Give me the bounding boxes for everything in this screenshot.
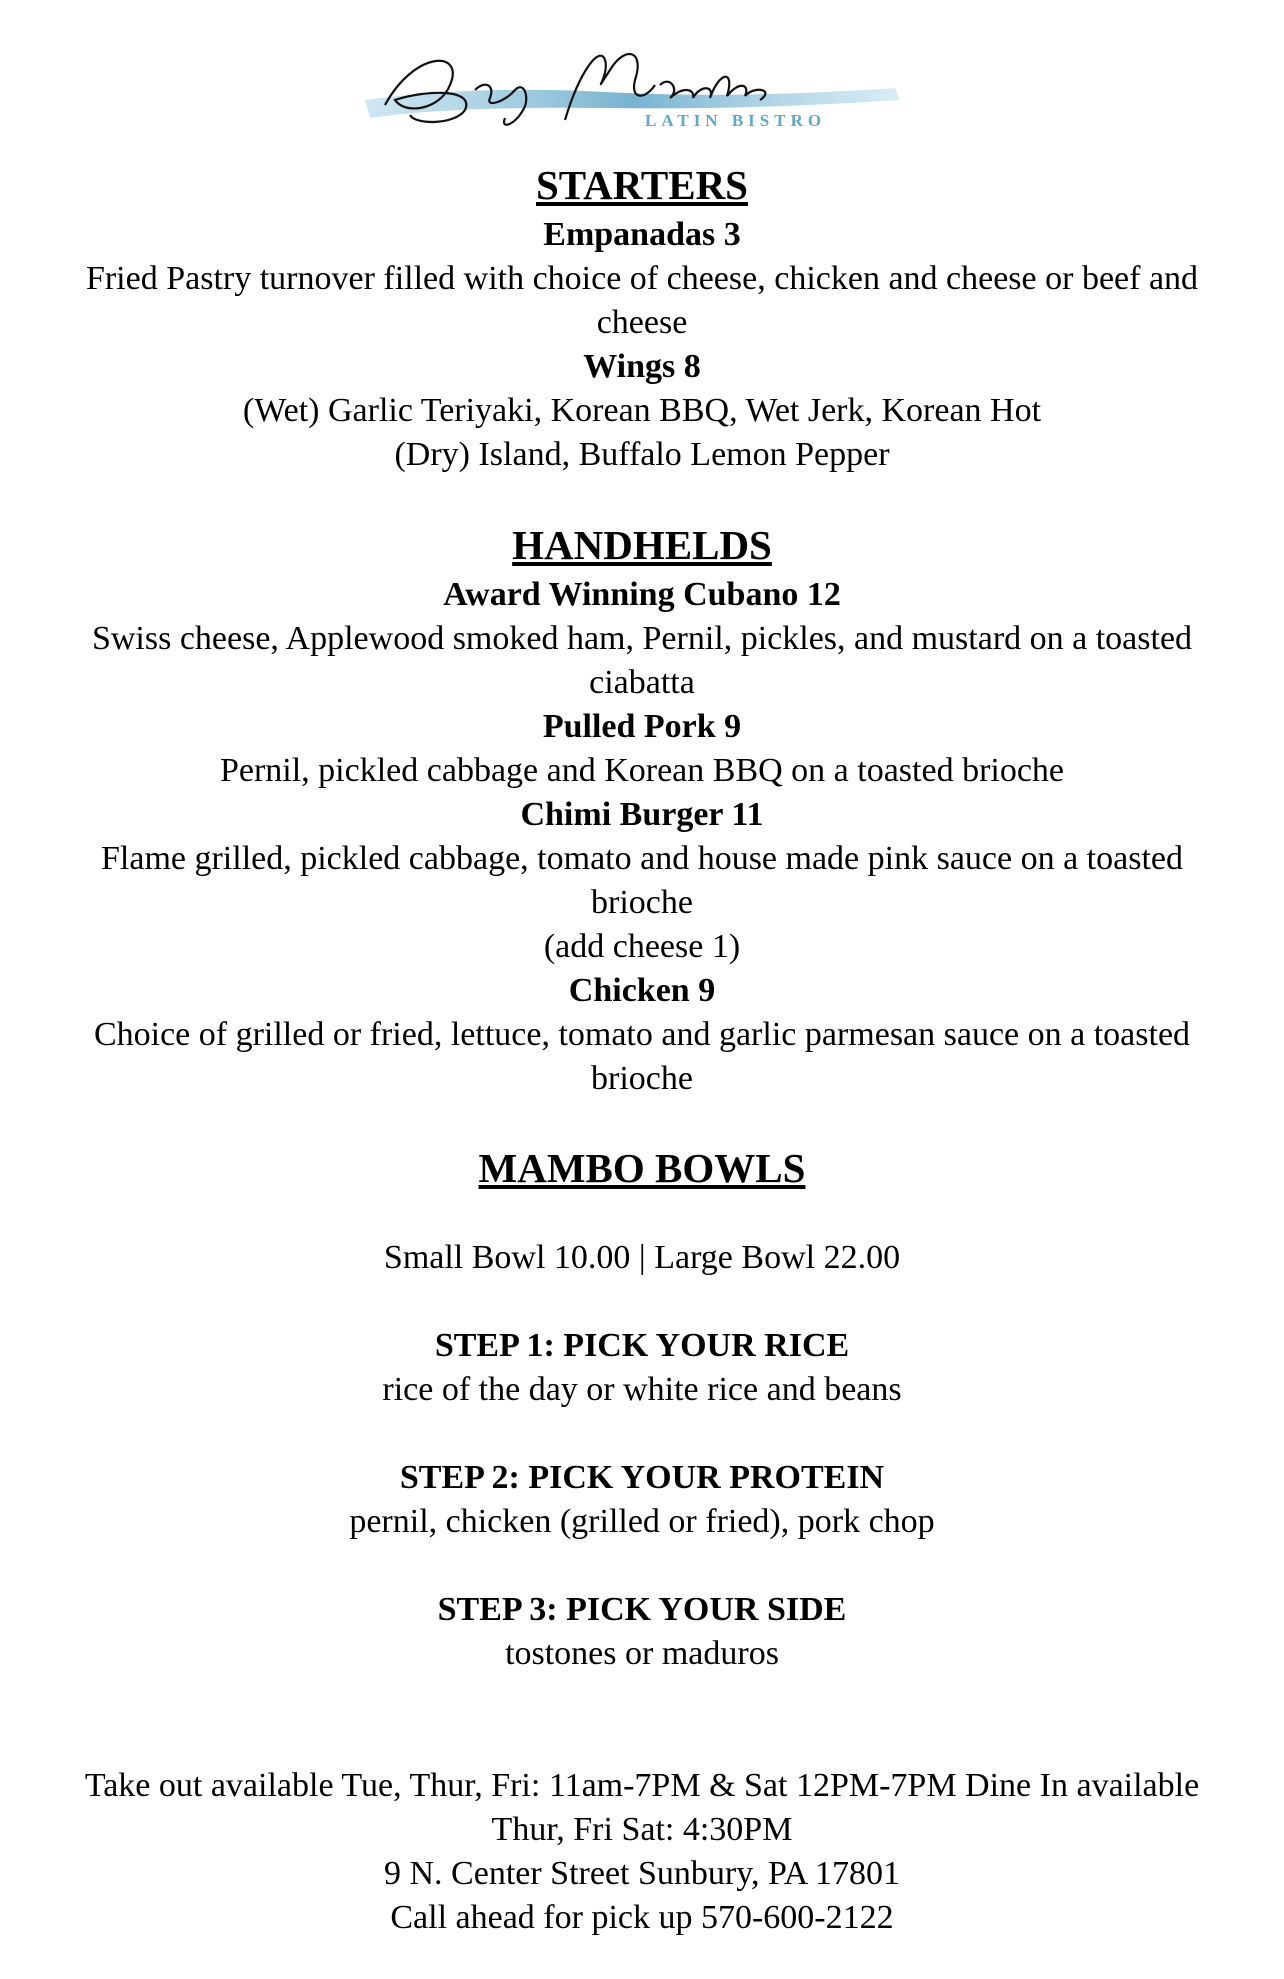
item-desc-cubano-line-1: Swiss cheese, Applewood smoked ham, Pernil, pickles, and mustard on a toasted <box>91 620 1193 657</box>
footer-hours-line-2: Thur, Fri Sat: 4:30PM <box>491 1811 793 1848</box>
step-1-text: rice of the day or white rice and beans <box>382 1371 902 1408</box>
item-desc-chimi-burger-line-2: brioche <box>591 884 693 921</box>
item-desc-empanadas-line-1: Fried Pastry turnover filled with choice of cheese, chicken and cheese or beef and <box>85 260 1199 297</box>
item-title-wings: Wings 8 <box>583 348 701 385</box>
item-desc-chimi-burger-line-3: (add cheese 1) <box>543 928 741 965</box>
step-2-text: pernil, chicken (grilled or fried), pork chop <box>349 1503 935 1540</box>
step-3-text: tostones or maduros <box>505 1635 779 1672</box>
handhelds-heading: HANDHELDS <box>512 522 772 568</box>
bowl-pricing: Small Bowl 10.00 | Large Bowl 22.00 <box>383 1239 901 1276</box>
item-title-pulled-pork: Pulled Pork 9 <box>542 708 742 745</box>
item-desc-wings-line-1: (Wet) Garlic Teriyaki, Korean BBQ, Wet Jerk, Korean Hot <box>242 392 1042 429</box>
item-title-cubano: Award Winning Cubano 12 <box>443 576 841 613</box>
mambo-bowls-heading: MAMBO BOWLS <box>478 1145 806 1191</box>
footer-phone: Call ahead for pick up 570-600-2122 <box>390 1899 894 1936</box>
footer-address: 9 N. Center Street Sunbury, PA 17801 <box>384 1855 900 1892</box>
step-3-title: STEP 3: PICK YOUR SIDE <box>437 1591 847 1628</box>
item-title-chimi-burger: Chimi Burger 11 <box>520 796 764 833</box>
item-title-empanadas: Empanadas 3 <box>543 216 741 253</box>
item-desc-empanadas-line-2: cheese <box>596 304 688 341</box>
big-mambos-logo <box>355 30 915 145</box>
step-2-title: STEP 2: PICK YOUR PROTEIN <box>399 1459 885 1496</box>
item-desc-chimi-burger-line-1: Flame grilled, pickled cabbage, tomato and house made pink sauce on a toasted <box>101 840 1183 877</box>
starters-heading: STARTERS <box>536 162 748 208</box>
item-desc-pulled-pork-line-1: Pernil, pickled cabbage and Korean BBQ on a toasted brioche <box>219 752 1065 789</box>
item-desc-cubano-line-2: ciabatta <box>589 664 695 701</box>
item-title-chicken: Chicken 9 <box>568 972 716 1009</box>
step-1-title: STEP 1: PICK YOUR RICE <box>434 1327 850 1364</box>
item-desc-chicken-line-2: brioche <box>591 1060 693 1097</box>
item-desc-chicken-line-1: Choice of grilled or fried, lettuce, tomato and garlic parmesan sauce on a toasted <box>93 1016 1191 1053</box>
item-desc-wings-line-2: (Dry) Island, Buffalo Lemon Pepper <box>394 436 890 473</box>
svg-text:LATIN BISTRO: LATIN BISTRO <box>645 111 827 130</box>
logo-graphic <box>355 30 915 145</box>
footer-hours-line-1: Take out available Tue, Thur, Fri: 11am-7PM & Sat 12PM-7PM Dine In available <box>84 1767 1200 1804</box>
